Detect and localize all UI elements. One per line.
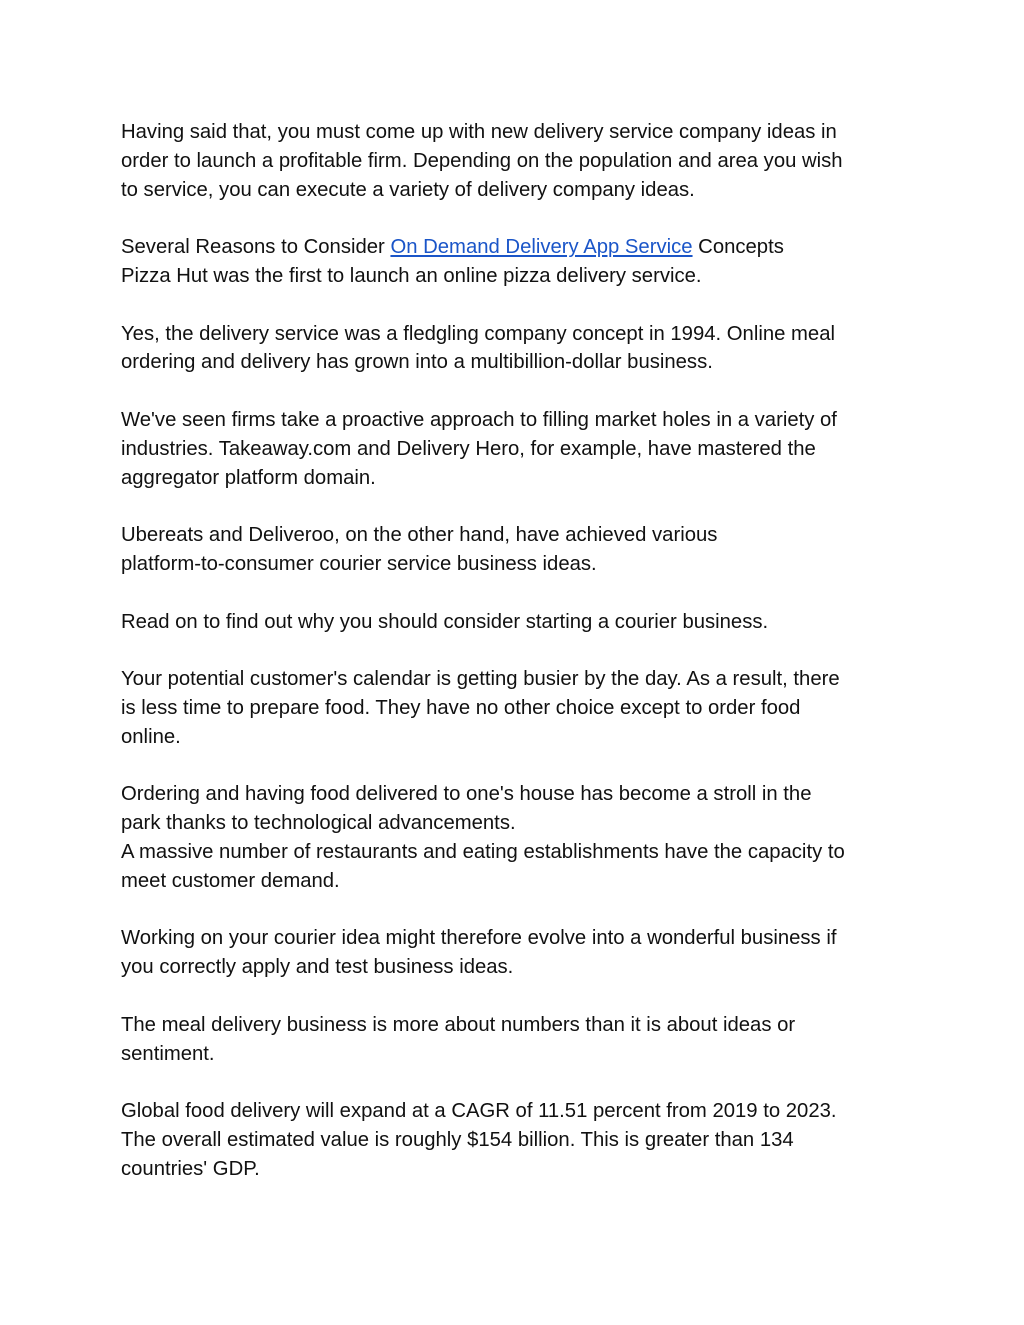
text-line: The overall estimated value is roughly $154 billion. This is greater than 134	[121, 1128, 794, 1151]
text-line: ordering and delivery has grown into a multibillion-dollar business.	[121, 351, 713, 374]
text-line: to service, you can execute a variety of delivery company ideas.	[121, 178, 695, 201]
paragraph-reasons	[121, 233, 911, 291]
paragraph-read-on	[121, 608, 911, 637]
paragraph-firms	[121, 406, 911, 492]
text-line: Yes, the delivery service was a fledgling company concept in 1994. Online meal	[121, 322, 836, 345]
text-line: Having said that, you must come up with new delivery service company ideas in	[121, 121, 837, 143]
paragraph-numbers	[121, 1011, 911, 1069]
text-line: you correctly apply and test business ideas.	[121, 956, 514, 979]
text-line: Pizza Hut was the first to launch an online pizza delivery service.	[121, 264, 702, 287]
paragraph-global	[121, 1097, 911, 1183]
text-line: countries' GDP.	[121, 1157, 260, 1180]
text-line: Ordering and having food delivered to one's house has become a stroll in the	[121, 783, 812, 806]
text-line: Ubereats and Deliveroo, on the other hand, have achieved various	[121, 524, 718, 547]
text-line-with-link	[121, 233, 911, 262]
document-body	[121, 118, 911, 1212]
text-line: The meal delivery business is more about numbers than it is about ideas or	[121, 1013, 796, 1036]
text-line: platform-to-consumer courier service business ideas.	[121, 552, 597, 575]
paragraph-intro	[121, 118, 911, 204]
paragraph-ordering	[121, 780, 911, 895]
paragraph-history	[121, 320, 911, 378]
text-line: meet customer demand.	[121, 869, 340, 892]
text-line: Read on to find out why you should consider starting a courier business.	[121, 610, 769, 633]
text-segment: Concepts	[692, 236, 784, 259]
text-line: is less time to prepare food. They have no other choice except to order food	[121, 696, 801, 719]
text-line: sentiment.	[121, 1042, 215, 1065]
text-line: We've seen firms take a proactive approach to filling market holes in a variety of	[121, 408, 837, 431]
paragraph-customer	[121, 665, 911, 751]
text-line: Working on your courier idea might therefore evolve into a wonderful business if	[121, 927, 837, 950]
text-line: order to launch a profitable firm. Depending on the population and area you wish	[121, 149, 843, 172]
paragraph-ubereats	[121, 521, 911, 579]
text-line: park thanks to technological advancements.	[121, 812, 516, 835]
text-line: aggregator platform domain.	[121, 466, 376, 489]
text-line: online.	[121, 725, 181, 748]
text-segment: Several Reasons to Consider	[121, 236, 391, 259]
paragraph-working	[121, 924, 911, 982]
text-line: industries. Takeaway.com and Delivery Hero, for example, have mastered the	[121, 437, 816, 460]
text-line: A massive number of restaurants and eating establishments have the capacity to	[121, 840, 845, 863]
text-line: Global food delivery will expand at a CAGR of 11.51 percent from 2019 to 2023.	[121, 1100, 837, 1123]
on-demand-delivery-link[interactable]: On Demand Delivery App Service	[390, 236, 693, 259]
text-line: Your potential customer's calendar is getting busier by the day. As a result, there	[121, 668, 840, 691]
